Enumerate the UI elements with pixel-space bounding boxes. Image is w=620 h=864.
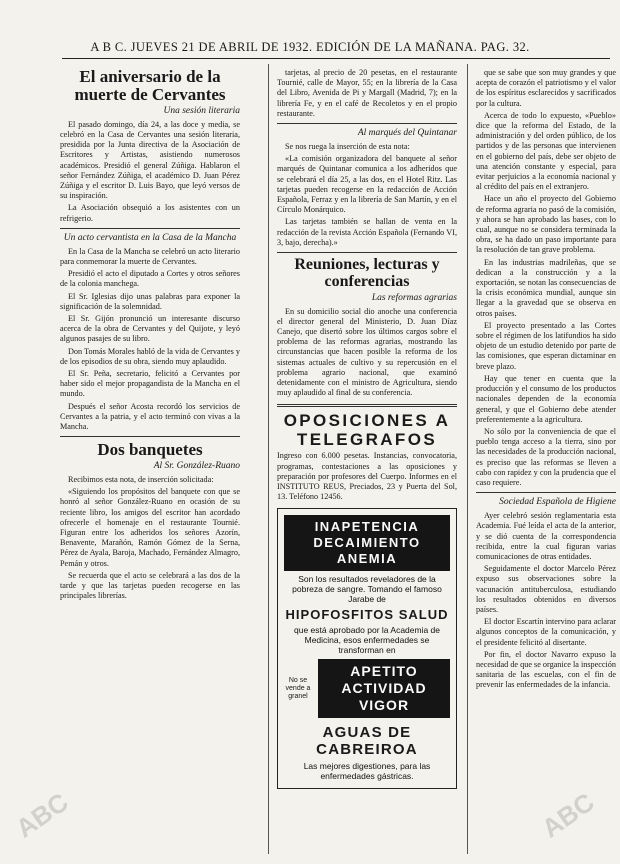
- quintanar-paragraph: Las tarjetas también se hallan de venta en la redacción de la revista Acción Española (Fernando VI, 3, bajo, derecha).»: [277, 217, 457, 247]
- mancha-paragraph: El Sr. Iglesias dijo unas palabras para exponer la significación de la solemnidad.: [60, 291, 240, 311]
- column-divider-2: [467, 64, 468, 854]
- banquetes-paragraph: «Siguiendo los propósitos del banquete con que se honró al señor González-Ruano en ocasión de su reciente libro, los amigos del escritor han acordado ofrecerle el homenaje en el restaurante Tournié. Figuran entre los adheridos los señores Azorín, Benavente, Marañón, Ramón Gómez de la Serna, Pérez de Ayala, Baroja, Machado, Fernández Almagro, Pemán y otros.: [60, 487, 240, 568]
- article-paragraph: que se sabe que son muy grandes y que acepta de corazón el patriotismo y el valor de los espíritus esclarecidos y sacrificados por la cultura.: [476, 68, 616, 108]
- ad-outcome-1: APETITO: [350, 663, 418, 680]
- ad-outcome-3: VIGOR: [358, 697, 410, 714]
- higiene-paragraph: Seguidamente el doctor Marcelo Pérez expuso sus observaciones sobre la vacunación antituberculosa, estudiando los resultados obtenidos en diversos países.: [476, 564, 616, 614]
- ad-line-2: DECAIMIENTO: [313, 535, 421, 551]
- watermark: ABC: [536, 786, 600, 844]
- mancha-paragraph: Presidió el acto el diputado a Cortes y otros señores de la colonia manchega.: [60, 269, 240, 289]
- ad-outcome-2: ACTIVIDAD: [341, 680, 427, 697]
- higiene-subhead: Sociedad Española de Higiene: [499, 497, 616, 508]
- higiene-paragraph: Ayer celebró sesión reglamentaria esta Academia. Fué leída el acta de la anterior, y se dió cuenta de la correspondencia recibida, entre la cual figuran varias comunicaciones de otras entidades.: [476, 511, 616, 561]
- column-3: [476, 68, 616, 693]
- higiene-paragraph: El doctor Escartín intervino para aclarar algunos conceptos de la comunicación, y el presidente felicitó al disertante.: [476, 617, 616, 647]
- mancha-paragraph: En la Casa de la Mancha se celebró un acto literario para conmemorar la muerte de Cervantes.: [60, 246, 240, 266]
- column-2: [277, 68, 457, 789]
- mancha-paragraph: El Sr. Peña, secretario, felicitó a Cervantes por haber sido el mejor propagandista de la Mancha en el mundo.: [60, 368, 240, 399]
- ad-side-note: No se vende a granel: [285, 676, 311, 700]
- reuniones-paragraph: En su domicilio social dio anoche una conferencia el director general del Ministerio, D. Juan Díaz Canejo, que disertó sobre los últimos cargos sobre el problema de las reformas agrarias, mostrando las circunstancias que hacen posible la reforma de los sistemas actuales de cultivo y su repercusión en el problema agrario nacional, que examinó detenidamente con el ministro de Agricultura, siendo muy aplaudido al final de su conferencia.: [277, 306, 457, 398]
- reuniones-headline: Reuniones, lecturas y conferencias: [294, 256, 440, 290]
- cabreiroa-brand: AGUAS DE CABREIROA: [316, 724, 418, 759]
- ad-symptoms-banner: [284, 515, 450, 571]
- column-divider-1: [268, 64, 269, 854]
- ad-line-1: INAPETENCIA: [314, 519, 420, 535]
- cabreiroa-text: Las mejores digestiones, para las enfermedades gástricas.: [303, 761, 431, 782]
- banquetes-paragraph: Se recuerda que el acto se celebrará a las dos de la tarde y que las tarjetas pueden recogerse en las principales librerías.: [60, 570, 240, 601]
- mancha-paragraph: El Sr. Gijón pronunció un interesante discurso acerca de la obra de Cervantes y del Quijote, y leyó algunos pasajes de su libro.: [60, 313, 240, 344]
- banquetes-paragraph: Recibimos esta nota, de inserción solicitada:: [68, 475, 214, 485]
- cervantes-headline: El aniversario de la muerte de Cervantes: [74, 67, 226, 104]
- separator: [60, 228, 240, 229]
- watermark: ABC: [10, 786, 74, 844]
- cervantes-paragraph: La Asociación obsequió a los asistentes con un refrigerio.: [60, 203, 240, 223]
- banquetes-subhead: Al Sr. González-Ruano: [153, 461, 240, 472]
- ad-line-3: ANEMIA: [336, 551, 398, 567]
- separator: [277, 252, 457, 253]
- mancha-paragraph: Don Tomás Morales habló de la vida de Cervantes y de los episodios de su obra, siendo muy aplaudido.: [60, 346, 240, 366]
- mancha-paragraph: Después el señor Acosta recordó los servicios de Cervantes a la patria, y el acto terminó con vivas a la Mancha.: [60, 401, 240, 431]
- ad-text-2: que está aprobado por la Academia de Medicina, esos enfermedades se transforman en: [293, 625, 441, 656]
- ad-product-name: HIPOFOSFITOS SALUD: [285, 607, 449, 623]
- separator: [277, 123, 457, 124]
- separator: [277, 404, 457, 407]
- ad-outcome-row: [284, 659, 450, 718]
- ad-outcome-banner: [318, 659, 450, 718]
- cervantes-subhead: Una sesión literaria: [163, 105, 240, 116]
- reuniones-subhead: Las reformas agrarias: [371, 292, 457, 303]
- oposiciones-text: Ingreso con 6.000 pesetas. Instancias, convocatoria, programas, contestaciones a las oposiciones y preparación por profesores del Cuerpo. Informes en el INSTITUTO REUS, Preciados, 23 y Puerta del Sol, 13. Teléfono 12456.: [277, 451, 457, 502]
- header-rule: [62, 58, 610, 59]
- cervantes-paragraph: El pasado domingo, día 24, a las doce y media, se celebró en la Casa de Cervantes una sesión literaria, presidida por la Junta directiva de la Asociación de Escritores y Artistas, asistiendo numerosos académicos. Presidió el general Zúñiga. Hablaron el señor Fernández Zúñiga, el académico D. Juan Pérez Zúñiga y el escritor D. Luis Bayo, que leyó versos de su inspiración.: [60, 119, 240, 201]
- higiene-paragraph: Por fin, el doctor Navarro expuso la necesidad de que se organice la inspección sanitaria de las escuelas, con el fin de prevenir las enfermedades de la infancia.: [476, 649, 616, 690]
- quintanar-paragraph: «La comisión organizadora del banquete al señor marqués de Quintanar comunica a los adheridos que se celebrará el día 25, a las dos, en el Hotel Ritz. Las tarjetas pueden recogerse en la redacción de Acción Española, Ferraz y en la librería de San Martín, y en el Círculo Monárquico.: [277, 154, 457, 215]
- article-paragraph: Hace un año el proyecto del Gobierno de reforma agraria no pasó de la comisión, y ahora se han aprobado las bases, con lo cual, aunque no se considera terminada la obra, se ha dado un paso importante para la resolución de tan grave problema.: [476, 194, 616, 255]
- column-1: [60, 68, 240, 603]
- article-paragraph: El proyecto presentado a las Cortes sobre el régimen de los latifundios ha sido objeto de un estudio detenido por parte de las comisiones, que esperan dictaminar en breve plazo.: [476, 320, 616, 371]
- intro-paragraph: tarjetas, al precio de 20 pesetas, en el restaurante Tournié, calle de Mayor, 55; en la librería de la Casa del Libro, Avenida de Pi y Margall (Madrid, 7); en la librería Fe, y en el café de Recoletos y en el propio restaurante.: [277, 68, 457, 118]
- separator: [476, 492, 616, 493]
- separator: [60, 436, 240, 437]
- article-paragraph: Hay que tener en cuenta que la producción y el consumo de los productos nacionales dependen de la economía general, y que el Gobierno debe atender preferentemente a la agricultura.: [476, 373, 616, 424]
- banquetes-headline: Dos banquetes: [97, 440, 203, 460]
- article-paragraph: No sólo por la conveniencia de que el pueblo tenga acceso a la tierra, sino por las necesidades de la producción nacional, es preciso que las reformas se lleven a cabo con rapidez y con la prudencia que el caso requiere.: [476, 426, 616, 487]
- article-paragraph: Acerca de todo lo expuesto, «Pueblo» dice que la reforma del Estado, de la administración y del orden público, de los partidos y de las personas que intervienen en el gobierno del país, debe ser objeto de una atención constante y especial, para evitar perjuicios a la economía nacional y al crédito del país en el extranjero.: [476, 110, 616, 192]
- mancha-subhead: Un acto cervantista en la Casa de la Mancha: [63, 232, 237, 243]
- quintanar-paragraph: Se nos ruega la inserción de esta nota:: [285, 142, 410, 152]
- oposiciones-headline: OPOSICIONES A TELEGRAFOS: [283, 411, 451, 450]
- ad-text-1: Son los resultados reveladores de la pobreza de sangre. Tomando el famoso Jarabe de: [292, 574, 442, 605]
- hipofosfitos-ad: [277, 508, 457, 789]
- quintanar-subhead: Al marqués del Quintanar: [357, 128, 457, 139]
- article-paragraph: En las industrias madrileñas, que se dedican a la construcción y a la exportación, se notan las consecuencias de la crisis económica mundial, aunque sin llegar a la gravedad que se observa en otros países.: [476, 257, 616, 318]
- page-header: A B C. JUEVES 21 DE ABRIL DE 1932. EDICIÓN DE LA MAÑANA. PAG. 32.: [90, 40, 530, 54]
